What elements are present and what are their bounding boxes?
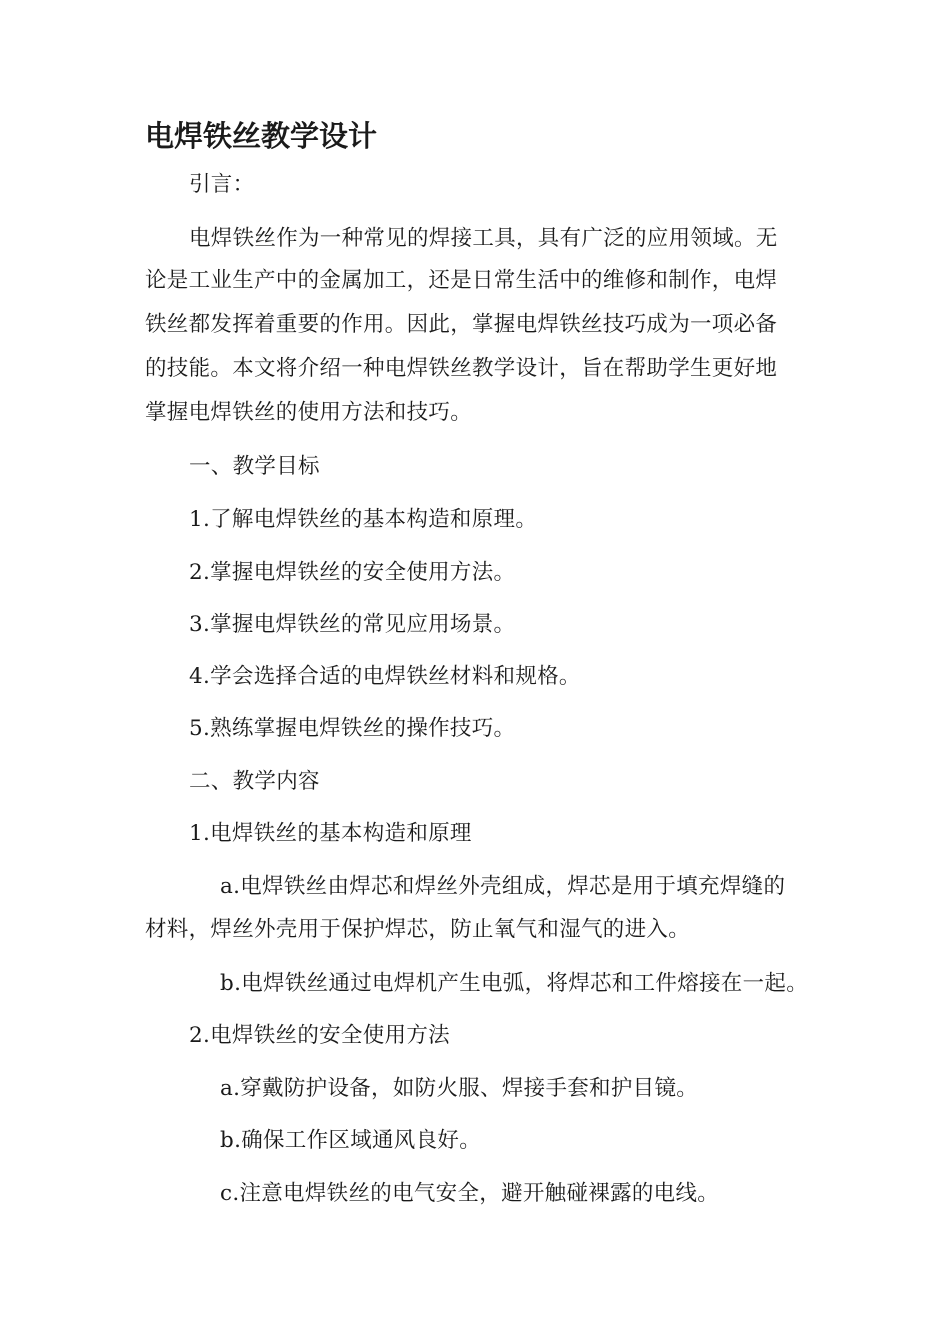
content-item: b.电焊铁丝通过电焊机产生电弧，将焊芯和工件熔接在一起。: [220, 971, 808, 996]
intro-paragraph-line: 电焊铁丝作为一种常见的焊接工具，具有广泛的应用领域。无: [189, 226, 778, 251]
intro-paragraph-line: 掌握电焊铁丝的使用方法和技巧。: [145, 400, 473, 425]
content-item: b.确保工作区域通风良好。: [220, 1128, 481, 1153]
content-item-continuation: 材料，焊丝外壳用于保护焊芯，防止氧气和湿气的进入。: [145, 917, 691, 942]
objective-item: 2.掌握电焊铁丝的安全使用方法。: [189, 560, 516, 585]
content-item: c.注意电焊铁丝的电气安全，避开触碰裸露的电线。: [220, 1181, 720, 1206]
intro-paragraph-line: 论是工业生产中的金属加工，还是日常生活中的维修和制作，电焊: [145, 268, 778, 293]
content-item: a.电焊铁丝由焊芯和焊丝外壳组成，焊芯是用于填充焊缝的: [220, 874, 786, 899]
intro-paragraph-line: 铁丝都发挥着重要的作用。因此，掌握电焊铁丝技巧成为一项必备: [145, 312, 778, 337]
objective-item: 1.了解电焊铁丝的基本构造和原理。: [189, 507, 538, 532]
subsection-heading: 2.电焊铁丝的安全使用方法: [189, 1023, 450, 1048]
document-title: 电焊铁丝教学设计: [145, 119, 378, 153]
objective-item: 3.掌握电焊铁丝的常见应用场景。: [189, 612, 516, 637]
subsection-heading: 1.电焊铁丝的基本构造和原理: [189, 821, 472, 846]
objective-item: 5.熟练掌握电焊铁丝的操作技巧。: [189, 716, 516, 741]
section-heading-content: 二、教学内容: [189, 769, 320, 794]
section-heading-objectives: 一、教学目标: [189, 454, 320, 479]
content-item: a.穿戴防护设备，如防火服、焊接手套和护目镜。: [220, 1076, 699, 1101]
objective-item: 4.学会选择合适的电焊铁丝材料和规格。: [189, 664, 581, 689]
intro-label: 引言：: [189, 172, 255, 197]
intro-paragraph-line: 的技能。本文将介绍一种电焊铁丝教学设计，旨在帮助学生更好地: [145, 356, 778, 381]
